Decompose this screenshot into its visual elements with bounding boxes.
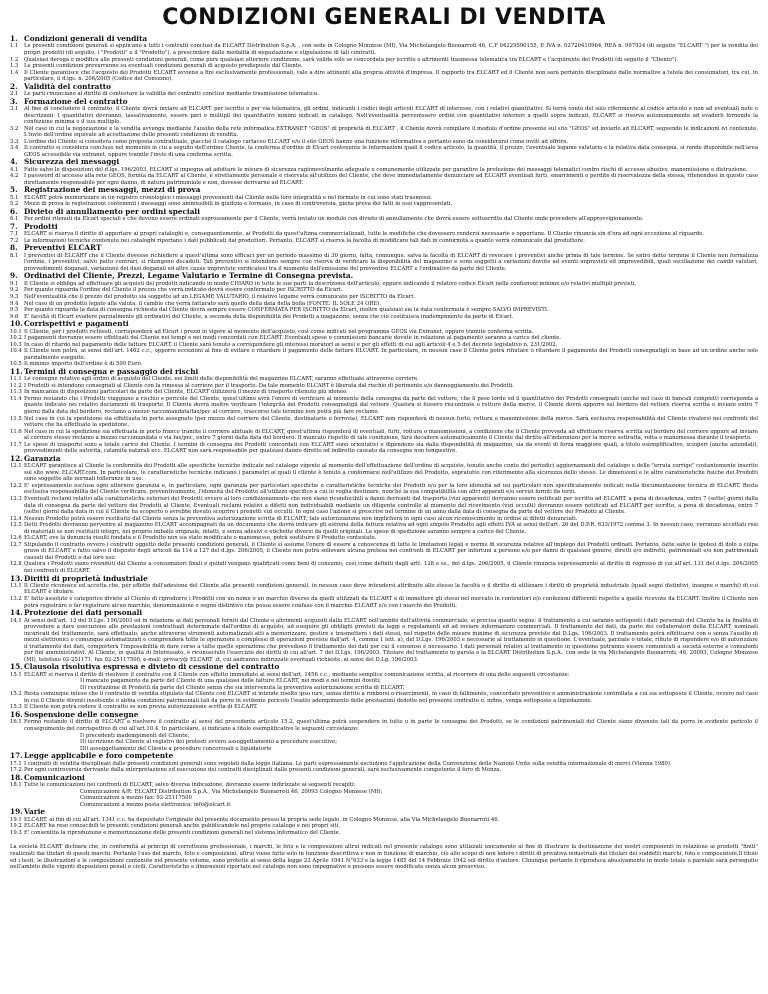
- clause-text: Nel caso in cui la negoziazione e la vendita avvenga mediante l'ausilio della rete informatica EXTRANET "GEOS" di proprietà di ELCART , il Cliente dovrà compilare il modulo d'ordine presente sul sito "GEOS" ed inviarlo ad ELCART, seguendo le indicazioni ivi contenute. L'invio dell'ordine equivale ad accettazione delle presenti condizioni di vendita.: [24, 125, 758, 139]
- clause-number: 2.1: [10, 91, 19, 98]
- clause-text: I pagamenti dovranno essere effettuati dal Cliente nei tempi e nei modi concordati con ELCART. Eventuali spese o commissioni bancarie dovute in relazione al pagamento saranno a carico del cliente.: [24, 335, 562, 342]
- clause-number: 12.3: [10, 495, 22, 502]
- clause-text: E' fatto assoluto e categorico divieto al Cliente di riprodurre i Prodotti con un nome o un marchio diverso da quelli utilizzati da ELCART o di immettere gli stessi nel mercato in contenitori e/o confezioni differenti rispetto a quelle ricevute da ELCART. Inoltre il Cliente non potrà registrare o far registrare alcun marchio, denominazione o segno distintivo che possa essere confuso con il marchio ELCART e/o con i marchi dei Prodotti.: [24, 596, 758, 609]
- section: [10, 455, 758, 575]
- clause-number: 12.6: [10, 535, 22, 542]
- section: [10, 575, 758, 610]
- document-title: CONDIZIONI GENERALI DI VENDITA: [162, 5, 606, 30]
- section-number: 5.: [10, 185, 18, 195]
- clause-number: 10.3: [10, 341, 22, 348]
- section-heading: [10, 752, 758, 760]
- clause-text: Detti Prodotti dovranno pervenire al magazzino ELCART accompagnati da un documento che dovrà indicare gli estremi della fattura relativa ad ogni singolo Prodotto agli effetti IVA ai sensi dell'art. 26 del D.P.R. 633/1972 comma 3. In nessun caso, verranno accettati resi di materiali se non restituiti integri, nel proprio imballo originale, intatti, e senza adesivi o etichette diversi da quelli originali. Le spese di spedizione saranno sempre a carico del Cliente.: [24, 522, 758, 535]
- clause-text: Per ordini ritenuti da Elcart speciali e che devono essere ordinati espressamente per il Cliente, verrà inviato un modulo con divieto di annullamento che dovrà essere sottoscritto dal Cliente onde procedere all'approvvigionamento.: [24, 216, 644, 223]
- clause-text: Tutte le comunicazioni nei confronti di ELCART, salvo diversa indicazione, dovranno essere indirizzate ai seguenti recapiti:: [24, 782, 356, 789]
- clause-number: 11.1: [10, 376, 22, 383]
- section-heading: [10, 808, 758, 816]
- clause-number: 1.1: [10, 43, 19, 50]
- clause-number: 8.1: [10, 252, 19, 259]
- section-heading: [10, 774, 758, 782]
- section-title: Varie: [24, 807, 45, 817]
- section-heading: [10, 320, 758, 328]
- clause-text: Le presenti condizioni prevarranno su eventuali condizioni generali di acquisto predisposte dal Cliente.: [24, 63, 303, 70]
- clause: [10, 719, 758, 732]
- clause-text: Al fine di concludere il contratto, il Cliente dovrà inviare ad ELCART, per iscritto o per via telematica, gli ordini, indicanti i codici degli articoli ELCART di interesse, con i relativi quantitativi. Si terrà conto del solo riferimento al codice articolo e non ad eventuali note o descrizioni. I quantitativi dovranno, tassativamente, essere pari o multipli dei quantitativi minimi indicati in catalogo. Nell'eventualità pervenissero ordini con quantitativi inferiori a quelli sopra indicati, ELCART si riserva autonomamente ad evaderli fornendo la confezione minima o il suo multiplo.: [24, 106, 758, 126]
- section-title: Termini di consegna e passaggio dei rischi: [24, 366, 199, 376]
- clause-subitem: III) assoggettamento del Cliente a procedure concorsuali o liquidatorie: [80, 745, 272, 752]
- section-number: 13.: [10, 573, 23, 583]
- clause-subitem: II) iscrizione del Cliente al registro dei protesti ovvero assoggettamento a procedure esecutive;: [80, 739, 338, 746]
- clause-text: ELCART, ai fini di cui all'art. 1341 c.c. ha depositato l'originale del presente documento presso la propria sede legale, in Cologno Monzese, alla Via Michelangelo Buonarroti 46.: [24, 816, 500, 823]
- clause-text: E' consentita la riproduzione e memorizzazione delle presenti condizioni generali nel sistema informatico del Cliente.: [24, 829, 341, 836]
- clause: [10, 830, 758, 837]
- clause: [10, 43, 758, 56]
- clause-text: Nessun Prodotto potrà essere restituito dal Cliente senza la preventiva autorizzazione scritta di ELCART; tale autorizzazione non implicherà in ogni caso alcun riconoscimento in ordine ai difetti denunciati.: [24, 515, 578, 522]
- section: [10, 83, 758, 98]
- clause-text: Ai sensi dell'art. 13 del D.Lgs. 196/2003 ed in relazione ai dati personali forniti dal Cliente e altrimenti acquisiti dalla ELCART nell'ambito dell'attività commerciale, si precisa quanto segue: il trattamento a cui saranno sottoposti i dati personali del Cliente ha la finalità di provvedere a dare esecuzione alle prestazioni contrattuali determinate dall'ordine di acquisto, ad eseguire gli obblighi previsti da leggi o regolamenti ed ad inviare informazioni commerciali. Il trattamento dei dati, da parte dei collaboratori della ELCART, nominati incaricati del trattamento, sarà effettuato, anche attraverso strumenti automatizzati atti a memorizzare, gestire e trasmettere i dati stessi, nel rispetto delle misure minime di sicurezza previste dal D.Lgs. 196/2003. Il trattamento potrà effettuarsi con o senza l'ausilio di mezzi elettronici o comunque automatizzati e comprenderà tutte le operazioni o complessi di operazioni previste dall'art. 4, comma 1 lett. a), del D.Lgs. 196/2003 e necessarie al trattamento in questione. L'eventuale, parziale o totale, rifiuto di rispondere e/o di autorizzare il trattamento dei dati, comporterà l'impossibilità di dare corso a tutte quelle operazione che prevedono il trattamento dei dati per cui il consenso è necessario. I dati personali relativi al trattamento in questione potranno essere comunicati a società esterne e consulenti per fini amministrativi. Al Cliente, in qualità di Interessato, è riconosciuto l'esercizio dei diritti di cui all'art. 7 del D.Lgs. 196/2003. Titolare del trattamento in parola è la ELCART Distribution S.p.A., con sede in via Michelangelo Buonarroti, 46, 20093, Cologno Monzese (MI), telefono 02-251171, fax 02-25117500, e-mail: privacy@ ELCART .it, cui andranno indirizzate eventuali richieste, ai sensi del D.Lg. 196/2003.: [24, 617, 758, 663]
- clause-subitem: I) mancato pagamento da parte del Cliente di una qualsiasi delle fatture ELCART, nei modi e nei termini dovuti;: [80, 678, 381, 685]
- section-heading: [10, 158, 758, 166]
- section: [10, 752, 758, 774]
- section-number: 7.: [10, 221, 18, 231]
- section-title: Comunicazioni: [24, 772, 85, 782]
- clause-text: Nel caso in cui la spedizione sia effettuata in porto assegnato (per mezzo del corriere del Cliente, destinatario o ferrovia), ELCART non risponderà di nessun furto, rottura e manomissione della merce. Sarà esclusiva responsabilità del Cliente rivalersi nei confronti del vettore che ha effettuato la spedizione.: [24, 415, 758, 429]
- section: [10, 244, 758, 272]
- clause-number: 12.5: [10, 522, 22, 529]
- section: [10, 320, 758, 368]
- clause-text: In mancanza di disposizioni particolari da parte del Cliente, ELCART utilizzerà il mezzo di trasporto ritenuto più idoneo.: [24, 389, 348, 396]
- clause-text: ELCART ha reso conoscibili le presenti condizioni generali anche pubblicandole nel proprio catalogo e nei propri siti.: [24, 823, 340, 830]
- clause-number: 13.2: [10, 596, 22, 603]
- clause: [10, 416, 758, 429]
- clause-text: Fermo restando il diritto di ELCART a risolvere il contratto ai sensi del precedente articolo 15.2, quest'ultima potrà sospendere in tutto o in parte le consegne dei Prodotti, se le condizioni patrimoniali del Cliente siano divenute tali da porre in evidente pericolo il conseguimento del corrispettivo di cui all'art.10.4. In particolare, si indicano a titolo esemplificativo le seguenti circostanze:: [24, 719, 758, 732]
- section-heading: [10, 575, 758, 583]
- clause-number: 7.2: [10, 237, 19, 244]
- clause-number: 9.5: [10, 307, 19, 314]
- section-heading: [10, 609, 758, 617]
- clause: [10, 542, 758, 562]
- clause: [10, 522, 758, 535]
- clause-number: 17.2: [10, 767, 22, 774]
- clause-number: 1.3: [10, 63, 19, 70]
- clause-text: Nel caso in cui la spedizione sia effettuata in porto franco tramite il corriere abituale di ELCART, quest'ultima risponderà di eventuali, furti, rotture o manomissioni, a condizione che il Cliente provveda ad effettuare riserva scritta sul bordero del corriere oppure ad inviare al corriere stesso reclamo a mezzo raccomandata o via fax/pec, entro 7 giorni dalla data del bordero. Il mancato rispetto di tale condizione, farà decadere automaticamente il Cliente dal diritto all'indennizzo per la merce sottratta, rotta o manomessa durante il trasporto.: [24, 428, 758, 442]
- clause-number: 11.5: [10, 415, 22, 422]
- clause-text: I Prodotti si intendono consegnati al Cliente con la rimessa al corriere per il trasporto. Da tale momento ELCART è liberata dal rischio di perimento e/o danneggiamento dei Prodotti.: [24, 382, 515, 389]
- section-title: Clausola risolutiva espressa e divieto di cessione del contratto: [24, 662, 280, 672]
- section-title: Sicurezza dei messaggi: [24, 157, 120, 167]
- clause-number: 10.2: [10, 335, 22, 342]
- clause-text: ELCART, ove la denuncia risulti fondata e il Prodotto non sia stato modificato o manomesso, potrà sostituire il Prodotto contestato.: [24, 535, 377, 542]
- section-title: Divieto di annullamento per ordini speciali: [24, 206, 200, 216]
- clause-text: L'ordine del Cliente si considera come proposta contrattuale, giacché il catalogo cartaceo ELCART e/o il sito GEOS hanno una funzione informativa e pertanto sono da considerarsi come inviti ad offrire.: [24, 138, 569, 145]
- clause-number: 6.1: [10, 216, 19, 223]
- section-title: Validità del contratto: [24, 81, 111, 91]
- clause-text: ELCART si riserva il diritto di apportare ai propri cataloghi e, conseguentemente, ai Prodotti da quest'ultima commercializzati, tutte le modifiche che dovessero rendersi necessarie o opportune. Il Cliente rinuncia sin d'ora ad ogni eccezione al riguardo.: [24, 231, 704, 238]
- section-title: Preventivi ELCART: [24, 243, 102, 253]
- clause-number: 14.1: [10, 617, 22, 624]
- section: [10, 711, 758, 752]
- section-number: 2.: [10, 81, 18, 91]
- clause-number: 9.4: [10, 300, 19, 307]
- section-title: Corrispettivi e pagamenti: [24, 319, 129, 329]
- clause-text: Per ogni controversia derivante dalla interpretazione ed esecuzione dei contratti disciplinati dalle presenti condizioni generali, sarà esclusivamente competente il foro di Monza.: [24, 767, 502, 774]
- section-heading: [10, 98, 758, 106]
- clause-text: ELCART si riserva il diritto di risolvere il contratto con il Cliente con effetto immediato ai sensi dell'art. 1456 c.c., mediante semplice comunicazione scritta, al ricorrere di una delle seguenti circostanze:: [24, 671, 570, 678]
- section-number: 16.: [10, 710, 23, 720]
- section-number: 4.: [10, 157, 18, 167]
- clause: [10, 782, 758, 789]
- clause-number: 12.1: [10, 463, 22, 470]
- clause-number: 13.1: [10, 582, 22, 589]
- section-number: 11.: [10, 366, 23, 376]
- clause: [10, 442, 758, 455]
- section-title: Sospensione delle consegne: [24, 710, 139, 720]
- section: [10, 98, 758, 159]
- clause-number: 1.2: [10, 56, 19, 63]
- clause: [10, 126, 758, 139]
- section-number: 18.: [10, 772, 23, 782]
- clause: [10, 396, 758, 416]
- section-title: Condizioni generali di vendita: [24, 34, 148, 43]
- section: [10, 158, 758, 186]
- section-title: Formazione del contratto: [24, 96, 128, 106]
- clause-number: 15.1: [10, 671, 22, 678]
- section-title: Garanzia: [24, 453, 61, 463]
- section: [10, 223, 758, 245]
- clause-text: I contratti di vendita disciplinati dalle presenti condizioni generali sono regolati dalla legge italiana. Le parti espressamente escludono l'applicazione della Convenzione delle Nazioni Unite sulla vendita internazionale di merci (Vienna 1980).: [24, 760, 672, 767]
- clause-number: 16.1: [10, 719, 22, 726]
- clause-text: E' facoltà di Elcart evadere parzialmente gli ordinativi del Cliente, a seconda della disponibilità dei Prodotti a magazzino, senza che ciò costituisca inadempimento da parte di Elcart.: [24, 313, 514, 320]
- clause-number: 5.1: [10, 194, 19, 201]
- clause-number: 9.6: [10, 313, 19, 320]
- clause-number: 10.5: [10, 361, 22, 368]
- clause-text: Le spese di trasporto sono a totale carico del Cliente. I termini di consegna dei Prodotti concordati con ELCART sono orientativi e dipendono sia dalla disponibilità di magazzino, sia da eventi di forza maggiore quali, a titolo esemplificativo, scioperi (anche aziendali), provvedimenti delle autorità, calamità naturali ecc. ELCART non sarà responsabile per qualsiasi danno diretto od indiretto causato da consegne non tempestive.: [24, 441, 758, 455]
- clause: [10, 70, 758, 83]
- clause-text: Il Cliente non potrà, ai sensi dell'art. 1462 c.c., opporre eccezioni al fine di evitare o ritardare il pagamento delle fatture ELCART. In particolare, in nessun caso il Cliente potrà rifiutare o ritardare il pagamento dei Prodotti consegnatigli in base ad un ordine anche solo parzialmente eseguito.: [24, 348, 758, 361]
- section-number: 1.: [10, 34, 18, 43]
- clause-number: 12.8: [10, 561, 22, 568]
- clause-number: 17.1: [10, 760, 22, 767]
- clause-text: Mezzi di prova le registrazioni contenenti i messaggi sono ammissibili in giudizio e formano, in caso di controversia, piena prova dei fatti in essi rappresentati.: [24, 201, 453, 208]
- clause-number: 12.2: [10, 482, 22, 489]
- section-heading: [10, 83, 758, 91]
- clause-number: 18.1: [10, 782, 22, 789]
- clause-text: Le consegne relative agli ordini di acquisto del Cliente, nei limiti delle disponibilità del magazzino ELCART, saranno effettuate attraverso corriere.: [24, 376, 419, 383]
- clause-number: 19.1: [10, 816, 22, 823]
- section-number: 14.: [10, 608, 23, 618]
- document-page: [10, 0, 758, 871]
- clause-text: Le parti rinunciano al diritto di contestare la validità dei contratti conclusi mediante trasmissione telematica.: [24, 91, 319, 98]
- section-heading: [10, 223, 758, 231]
- clause-text: Il Cliente si obbliga ad effettuare gli acquisti dei prodotti indicando in modo CHIARO in tutte le sue parti la descrizione dell'articolo, oppure indicando il relativo codice Elcart nelle confezioni minime e/o relativi multipli previsti.: [24, 280, 637, 287]
- section: [10, 808, 758, 836]
- clause-text: Il Cliente, per i prodotti richiesti, corrisponderà ad Elcart i prezzi in vigore al momento dell'acquisto, così come indicati nel programma GEOS via Extranet, oppure tramite conferma scritta.: [24, 328, 534, 335]
- section-number: 19.: [10, 807, 23, 817]
- clause-text: Qualsiasi deroga o modifica alle presenti condizioni generali, come pure qualsiasi ulteriore condizione, sarà valida solo se concordata per iscritto o altrimenti trasmessa telematica tra ELCART e l'acquirente dei Prodotti (di seguito il "Cliente").: [24, 56, 679, 63]
- sections-container: [10, 35, 758, 836]
- clause-subitem: Comunicazioni a mezzo fax: 02-25117500: [80, 795, 192, 802]
- section-title: Protezione dei dati personali: [24, 608, 143, 618]
- section: [10, 663, 758, 711]
- clause: [10, 253, 758, 273]
- section-heading: [10, 186, 758, 194]
- clause-text: Il Cliente garantisce che l'acquisto dei Prodotti ELCART avviene a fini esclusivamente professionali, vale a dire attinenti alla propria attività d'impresa. Il rapporto tra ELCART ed il Cliente non sarà pertanto disciplinato dalle normative a tutela dei consumatori, tra cui, in particolare, il d.lgs. n. 206/2005 (Codice del Consumo).: [24, 69, 758, 83]
- clause-text: Il Cliente riconosce ed accetta che, per effetto dell'adesione del Cliente alle presenti condizioni generali, in nessun caso deve intendersi attribuito allo stesso la facoltà o il diritto di utilizzare i diritti di proprietà industriale (quali segni distintivi, insegne o marchi) di cui ELCART è titolare.: [24, 582, 758, 596]
- clause-text: Fatte salve le disposizioni del d.lgs. 196/2003, ELCART si impegna ad adottare le misure di sicurezza ragionevolmente adeguate e comunemente utilizzate per garantire la protezione dei messaggi telematici contro rischi di accesso abusivo, manomissione e distruzione.: [24, 166, 748, 173]
- clause-number: 12.4: [10, 515, 22, 522]
- clause-number: 19.3: [10, 829, 22, 836]
- section-title: Prodotti: [24, 221, 58, 231]
- clause-number: 10.4: [10, 348, 22, 355]
- section-number: 12.: [10, 453, 23, 463]
- clause-text: ELCART garantisce al Cliente la conformità dei Prodotti alle specifiche tecniche indicate nel catalogo vigente al momento dell'effettuazione dell'ordine di acquisto, tenuto anche conto dei periodici aggiornamenti del catalogo e delle "errata corrige" costantemente inserite sul sito www. ELCART.com. In particolare, le caratteristiche tecniche indicano i parametri ai quali il cliente è tenuto a conformarsi nell'utilizzo del Prodotto, sopratutto con riferimento alla sicurezza dello stesso. Le dimensioni e le altre caratteristiche fisiche dei Prodotti sono soggette alle normali tolleranze in uso.: [24, 463, 758, 483]
- clause: [10, 106, 758, 126]
- clause-text: Nel caso di un prodotto legato alla valuta, il cambio che verrà fatturato sarà quello della data della bolla (FONTE: IL SOLE 24 ORE).: [24, 300, 382, 307]
- clause: [10, 348, 758, 361]
- clause-text: Il contratto si considera concluso nel momento in cui a seguito dell'ordine Cliente, la conferma d'ordine di Elcart contenente le informazioni quali il codice articolo, la quantità, il prezzo, l'eventuale legame valutario e la relativa data consegna, si rende disponibile nell'area GEOS accessibile via extranet, oppure tramite l'invio di una conferma scritta.: [24, 145, 758, 158]
- section: [10, 186, 758, 208]
- section-heading: [10, 272, 758, 280]
- clause-number: 9.2: [10, 287, 19, 294]
- clause-number: 15.3: [10, 704, 22, 711]
- section-number: 17.: [10, 751, 23, 761]
- clause-text: Stipulando il contratto ovvero i contratti oggetto delle presenti condizioni generali, il Cliente si assume l'onere di essere a conoscenza di tutte le limitazioni legali e norme di sicurezza relative all'impiego dei Prodotti ordinati. Pertanto, fatte salve le ipotesi di dolo o colpa grave di ELCART e fatto salvo il disposto degli articoli da 114 a 127 del d.lgs. 206/2005, il Cliente non potrà sollevare alcuna pretesa nei confronti di ELCART per infortuni a persone e/o per danni di qualsiasi genere, diretti e/o indiretti, patrimoniali e/o non patrimoniali causati dai Prodotti o dal loro uso.: [24, 541, 758, 561]
- clause-text: In caso di ritardo nel pagamento delle fatture ELCART, il Cliente sarà tenuto a corrispondere gli interessi moratori ai sensi e per gli effetti di cui agli articoli 4 e 5 del decreto legislativo n. 231/2002.: [24, 341, 558, 348]
- clause-number: 15.2: [10, 691, 22, 698]
- section-heading: [10, 663, 758, 671]
- clause-number: 11.3: [10, 389, 22, 396]
- section-number: 15.: [10, 662, 23, 672]
- section-number: 6.: [10, 206, 18, 216]
- clause-number: 4.1: [10, 166, 19, 173]
- clause-subitem: Comunicazioni A/R: ELCART Distribution S.p.A., Via Michelangelo Buonarroti 46, 20093 Cologno Monzese (MI);: [80, 788, 383, 795]
- section-title: Ordinativi del Cliente, Prezzi, Legame Valutario e Termine di Consegna prevista.: [24, 271, 354, 281]
- section-number: 3.: [10, 96, 18, 106]
- clause-text: I preventivi di ELCART che il Cliente dovesse richiedere a quest'ultima sono efficaci per un periodo massimo di 30 giorni, fatta, comunque, salva la facoltà di ELCART di revocare i preventivi anche prima di tale termine. Se entro detto termine il Cliente non formalizza l'ordine, i preventivi, salvo patto contrari, si ritengono decaduti. Tali preventivi si intendono sempre con riserva di verificare la disponibilità del magazzino e sono soggetti a variazioni dovute ad eventi imprevisti ed imprevedibili, quali oscillazione dei cambi valutari, provvedimenti doganali, variazione dei dazi doganali ed altre cause impreviste verificatesi tra il momento dell'emissione del preventivo ELCART e l'ordinativo da parte del Cliente.: [24, 252, 758, 272]
- section-heading: [10, 368, 758, 376]
- clause-number: 3.1: [10, 106, 19, 113]
- clause-text: Per quanto riguarda l'ordine del Cliente il prezzo che verrà indicato dovrà essere confermato per ISCRITTO da Elcart.: [24, 287, 343, 294]
- clause-number: 7.1: [10, 231, 19, 238]
- clause-subitem: II) restituzione di Prodotti da parte del Cliente senza che sia intervenuta la preventiva autorizzazione scritta di ELCART;: [80, 684, 405, 691]
- footer-disclaimer: La società ELCART dichiara che, in conformità ai principi di correttezza professionale, i marchi, le foto e le composizioni altrui indicati nel presente catalogo sono utilizzati unicamente al fine di illustrare la destinazione dei nostri componenti in relazione ai prodotti "finiti" realizzati dai titolari di questi marchi. Pertanto l'uso dei marchi, foto e composizioni, altrui viene fatto solo in funzione descrittiva e non in funzione di marchio, ciò allo scopo di non ledere i diritti di privativa industriale dei titolari dei suddetti marchi, foto e composizioni.Il titolo ed i testi, le illustrazioni e le composizioni contenute nel presente volume, sono protette ai sensi della legge 22 Aprile 1941 N°633 e la legge 1485 del 14 Febbraio 1942 sul diritto d'autore. Chiunque pertanto li riproduca abusivamente in modo totale o parziale sarà perseguito nell'ambito delle vigenti disposizioni penali e civili. Caratteristiche e dimensioni riportate nel catalogo non sono impegnative e possono essere modificate senza alcun preavviso.: [10, 844, 758, 871]
- clause-number: 10.1: [10, 328, 22, 335]
- clause-number: 4.2: [10, 173, 19, 180]
- clause: [10, 429, 758, 442]
- clause: [10, 496, 758, 516]
- clause-subitem: Comunicazioni a mezzo posta elettronica: info@elcart.it: [80, 801, 231, 808]
- clause-number: 9.3: [10, 293, 19, 300]
- clause-number: 11.2: [10, 382, 22, 389]
- section: [10, 774, 758, 809]
- clause: [10, 463, 758, 483]
- clause-subitem: I) precedenti inadempimenti del Cliente;: [80, 732, 190, 739]
- clause: [10, 561, 758, 574]
- clause-text: Il minimo importo dell'ordine è di 500 Euro.: [24, 361, 143, 368]
- clause-number: 19.2: [10, 823, 22, 830]
- clause: [10, 583, 758, 596]
- clause-text: Eventuali reclami relativi alle caratteristiche esteriori dei Prodotti ovvero al loro condizionamento che non siano riconducibili a danni derivanti dal trasporto (vizi apparenti) dovranno essere notificati per iscritto ad ELCART, a pena di decadenza, entro 7 (sette) giorni dalla data di consegna da parte del vettore dei Prodotti al Cliente. Eventuali reclami relativi a difetti non individuabili mediante un diligente controllo al momento del ricevimento (vizi occulti) dovranno essere notificati ad ELCART per iscritto, a pena di decadenza, entro 7 (sette) giorni dalla data in cui il Cliente ha scoperto o avrebbe dovuto scoprire i predetti vizi occulti. In ogni caso l'azione si prescrive nel termine di un anno dalla data di consegna da parte del vettore dei Prodotti al Cliente.: [24, 495, 758, 516]
- clause-number: 5.2: [10, 201, 19, 208]
- section-number: 9.: [10, 271, 18, 281]
- section-number: 8.: [10, 243, 18, 253]
- section: [10, 609, 758, 663]
- clause-text: Fermo restando che i Prodotti viaggiano a rischio e pericolo del Cliente, quest'ultimo avrà l'onere di verificare al momento della consegna da parte del vettore, che il peso lordo ed il quantitativo dei Prodotti consegnati (anche nel caso di bancali completi) corrisponda a quanto indicato nei relativi documenti di trasporto. Il Cliente dovrà inoltre verificare l'integrità dei Prodotti consegnatigli dal vettore. Qualora si fossero riscontrate o rotture della merce, il Cliente dovrà apporre sul bordero del vettore riserva scritta o inviare entro 7 giorni dalla data del bordero, reclamo a mezzo raccomandata/fax/pec al corriere, trascorso tale termine non potrà più fare reclamo.: [24, 395, 758, 415]
- clause-text: Qualora i Prodotti siano rivenduti dal Cliente a consumatori finali e quindi vengano qualificati come beni di consumo, così come definiti dagli artt. 128 e ss., del d.lgs. 206/2005, il Cliente rinuncia espressamente al diritto di regresso di cui all'art. 131 del d.lgs. 206/2005 nei confronti di ELCART.: [24, 561, 758, 574]
- clause-number: 11.6: [10, 428, 22, 435]
- section-title: Registrazione dei messaggi, mezzi di prova: [24, 185, 201, 195]
- clause-text: E' espressamente esclusa ogni ulteriore garanzia e, in particolare, ogni garanzia per particolari specifiche o caratteristiche tecniche dei Prodotti e/o per la loro idoneità ad usi particolari non specificatamente indicati nella documentazione tecnica di ELCART. Resta esclusiva responsabilità del Cliente verificare, preventivamente, l'idoneità del Prodotto all'utilizzo specifico a cui lo voglia destinare, nonché la sua compatibilità con altri apparati e/o servizi forniti da terzi.: [24, 482, 758, 496]
- clause-number: 11.4: [10, 395, 22, 402]
- clause-number: 1.4: [10, 69, 19, 76]
- clause-text: Le presenti condizioni generali si applicano a tutti i contratti conclusi da ELCART Distribution S.p.A. , con sede in Cologno Monzese (MI), Via Michelangelo Buonarroti 46, C.F 04229590155, P. IVA n. 02720410964, REA n. 997924 (di seguito "ELCART ") per la vendita dei propri prodotti (di seguito, i "Prodotti" o il "Prodotto"), a prescindere dalle modalità di negoziazione e stipulazione di tali contratti.: [24, 43, 758, 56]
- clause-number: 3.2: [10, 125, 19, 132]
- clause: [10, 691, 758, 704]
- section: [10, 208, 758, 223]
- clause-number: 3.3: [10, 138, 19, 145]
- clause-text: Nell'eventualità che il prezzo del prodotto sia soggetto ad un LEGAME VALUTARIO, il relativo legame verrà comunicato per ISCRITTO da Elcart.: [24, 293, 416, 300]
- clause-text: ELCART potrà memorizzare in un registro cronologico i messaggi provenienti dal Cliente nella loro integralità e nel formato in cui sono stati trasmessi.: [24, 194, 433, 201]
- clause-text: Le informazioni tecniche contenute nei cataloghi riportano i dati pubblicati dai produttori. Pertanto, ELCART si riserva la facoltà di modificare tali dati in conformità a quanto verrà comunicato dal produttore.: [24, 237, 585, 244]
- section-heading: [10, 455, 758, 463]
- clause-number: 11.7: [10, 441, 22, 448]
- clause-number: 9.1: [10, 280, 19, 287]
- section: [10, 368, 758, 455]
- clause-text: I password di accesso alla rete GEOS, fornita da ELCART al Cliente, è strettamente personale e riservata all'utilizzo del Cliente, che deve immediatamente denunciare ad ELCART eventuali furti, smarrimenti o perdite di riservatezza della stessa, ritenendosi in questo caso direttamente responsabile per ogni danno, di natura patrimoniale e non, dovesse derivarne ad ELCART.: [24, 173, 758, 186]
- section-title: Diritti di proprietà industriale: [24, 573, 148, 583]
- clause: [10, 618, 758, 664]
- clause-text: Resta comunque inteso che il contratto di vendita stipulato dal Cliente con ELCART si intende risolto ipso iure, senza diritto a rimborsi o risarcimenti, in caso di fallimento, concordato preventivo e amministrazione controllata a cui sia sottoposto il Cliente, ovvero nel caso in cui il Cliente diventi insolvente o abbia condizioni patrimoniali tali da porre in evidente pericolo l'esatto adempimento delle prestazioni dedotte nel presente contratto o, infine, venga sottoposto a liquidazione.: [24, 691, 758, 704]
- section-number: 10.: [10, 319, 23, 329]
- clause-number: 3.4: [10, 145, 19, 152]
- clause-number: 12.7: [10, 541, 22, 548]
- section: [10, 272, 758, 320]
- section: [10, 35, 758, 83]
- clause: [10, 145, 758, 158]
- clause-text: Il Cliente non potrà cedere il contratto se non previa autorizzazione scritta di ELCART.: [24, 704, 258, 711]
- section-title: Legge applicabile e foro competente: [24, 751, 174, 761]
- section-heading: [10, 244, 758, 252]
- clause: [10, 483, 758, 496]
- clause-text: Per quanto riguarda la data di consegna richiesta dal Cliente dovrà sempre essere CONFERMATA PER ISCRITTO da Elcart, inoltre qualsiasi sia la data confermata è sempre SALVO IMPREVISTI.: [24, 307, 549, 314]
